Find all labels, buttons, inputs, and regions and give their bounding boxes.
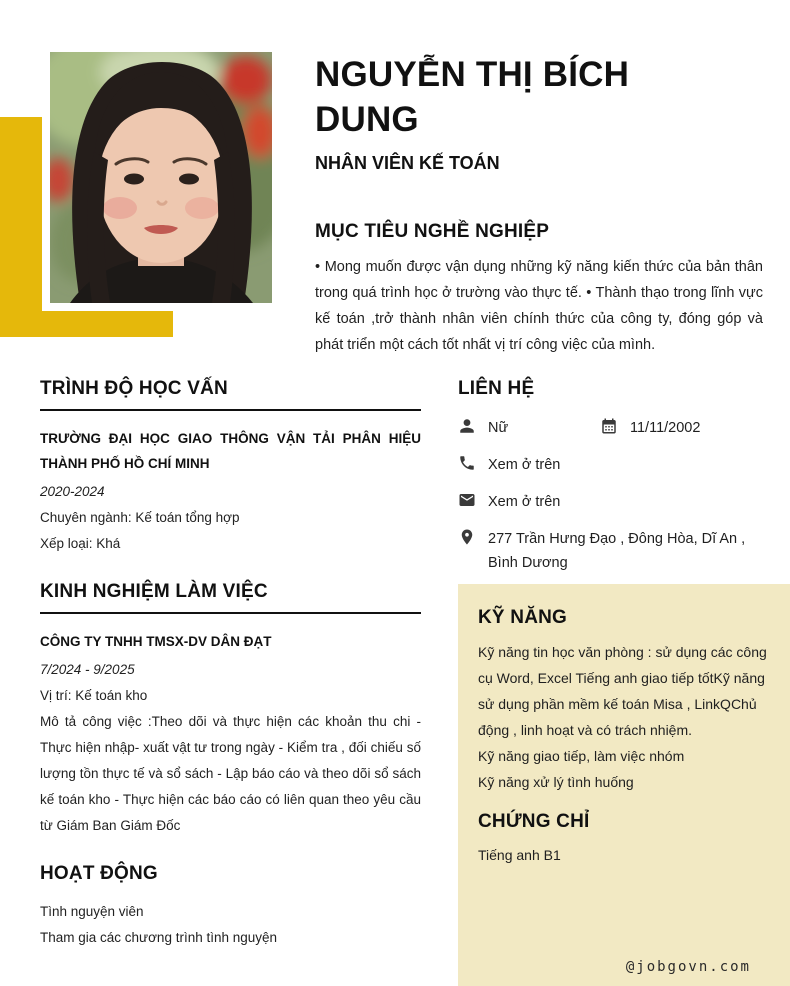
contact-row-email [458,490,790,514]
skill-item: Kỹ năng xử lý tình huống [478,774,634,790]
experience-heading: KINH NGHIỆM LÀM VIỆC [40,581,268,602]
education-major: Chuyên ngành: Kế toán tổng hợp [40,510,240,525]
education-divider [40,409,421,411]
candidate-job-title: NHÂN VIÊN KẾ TOÁN [315,153,500,173]
experience-divider [40,612,421,614]
skill-item: Kỹ năng giao tiếp, làm việc nhóm [478,748,685,764]
objective-text: • Mong muốn được vận dụng những kỹ năng kiến thức của bản thân trong quá trình học ở trường vào thực tế. • Thành thạo trong lĩnh vực kế toán ,trở thành nhân viên chính thức của công ty, đóng góp và phát triển một cách tốt nhất vị trí công việc của mình. [315,259,763,353]
phone-icon [458,454,476,472]
contact-heading: LIÊN HỆ [458,378,535,399]
left-column [40,378,421,951]
address-value: 277 Trần Hưng Đạo , Đông Hòa, Dĩ An , Bình Dương [488,531,746,571]
experience-description: Mô tả công việc :Theo dõi và thực hiện các khoản thu chi -Thực hiện nhập- xuất vật tư trong ngày - Kiểm tra , đối chiếu số lượng tồn thực tế và sổ sách - Lập báo cáo và theo dõi sổ sách kế toán kho - Thực hiện các báo cáo có liên quan theo yêu cầu từ Giám Ban Giám Đốc [40,714,421,833]
skills-heading: KỸ NĂNG [478,607,568,628]
skills-panel [458,584,790,986]
education-period: 2020-2024 [40,484,105,499]
candidate-name: NGUYỄN THỊ BÍCH DUNG [315,55,630,139]
activity-item: Tình nguyện viên [40,904,144,919]
contact-rows [458,416,790,575]
header-block [315,52,763,358]
email-value: Xem ở trên [488,494,561,510]
activities-list [40,899,421,951]
profile-photo [42,44,280,311]
skills-list [478,743,770,795]
certificates-list [478,843,770,867]
watermark: @jobgovn.com [625,959,751,975]
certificate-item: Tiếng anh B1 [478,847,561,863]
contact-row-phone [458,453,790,477]
mail-icon [458,491,476,509]
skills-text: Kỹ năng tin học văn phòng : sử dụng các công cụ Word, Excel Tiếng anh giao tiếp tốtKỹ năng sử dụng phần mềm kế toán Misa , LinkQChủ động , linh hoạt và có trách nhiệm. [478,644,767,738]
location-pin-icon [458,528,476,546]
contact-column [458,378,790,588]
activity-item: Tham gia các chương trình tình nguyện [40,930,278,945]
contact-row-gender-dob [458,416,790,440]
profile-photo-illustration [50,52,272,303]
gender-value: Nữ [488,420,509,436]
certificates-heading: CHỨNG CHỈ [478,811,590,832]
experience-period: 7/2024 - 9/2025 [40,662,135,677]
education-heading: TRÌNH ĐỘ HỌC VẤN [40,378,228,399]
calendar-icon [600,417,618,435]
education-grade: Xếp loại: Khá [40,536,121,551]
contact-row-address [458,527,790,575]
person-icon [458,417,476,435]
phone-value: Xem ở trên [488,457,561,473]
experience-position: Vị trí: Kế toán kho [40,688,148,703]
dob-value: 11/11/2002 [630,420,701,436]
objective-heading: MỤC TIÊU NGHỀ NGHIỆP [315,221,550,242]
experience-company: CÔNG TY TNHH TMSX-DV DÂN ĐẠT [40,634,272,649]
activities-heading: HOẠT ĐỘNG [40,863,158,884]
education-school: TRƯỜNG ĐẠI HỌC GIAO THÔNG VẬN TẢI PHÂN HIỆU THÀNH PHỐ HỒ CHÍ MINH [40,431,421,471]
